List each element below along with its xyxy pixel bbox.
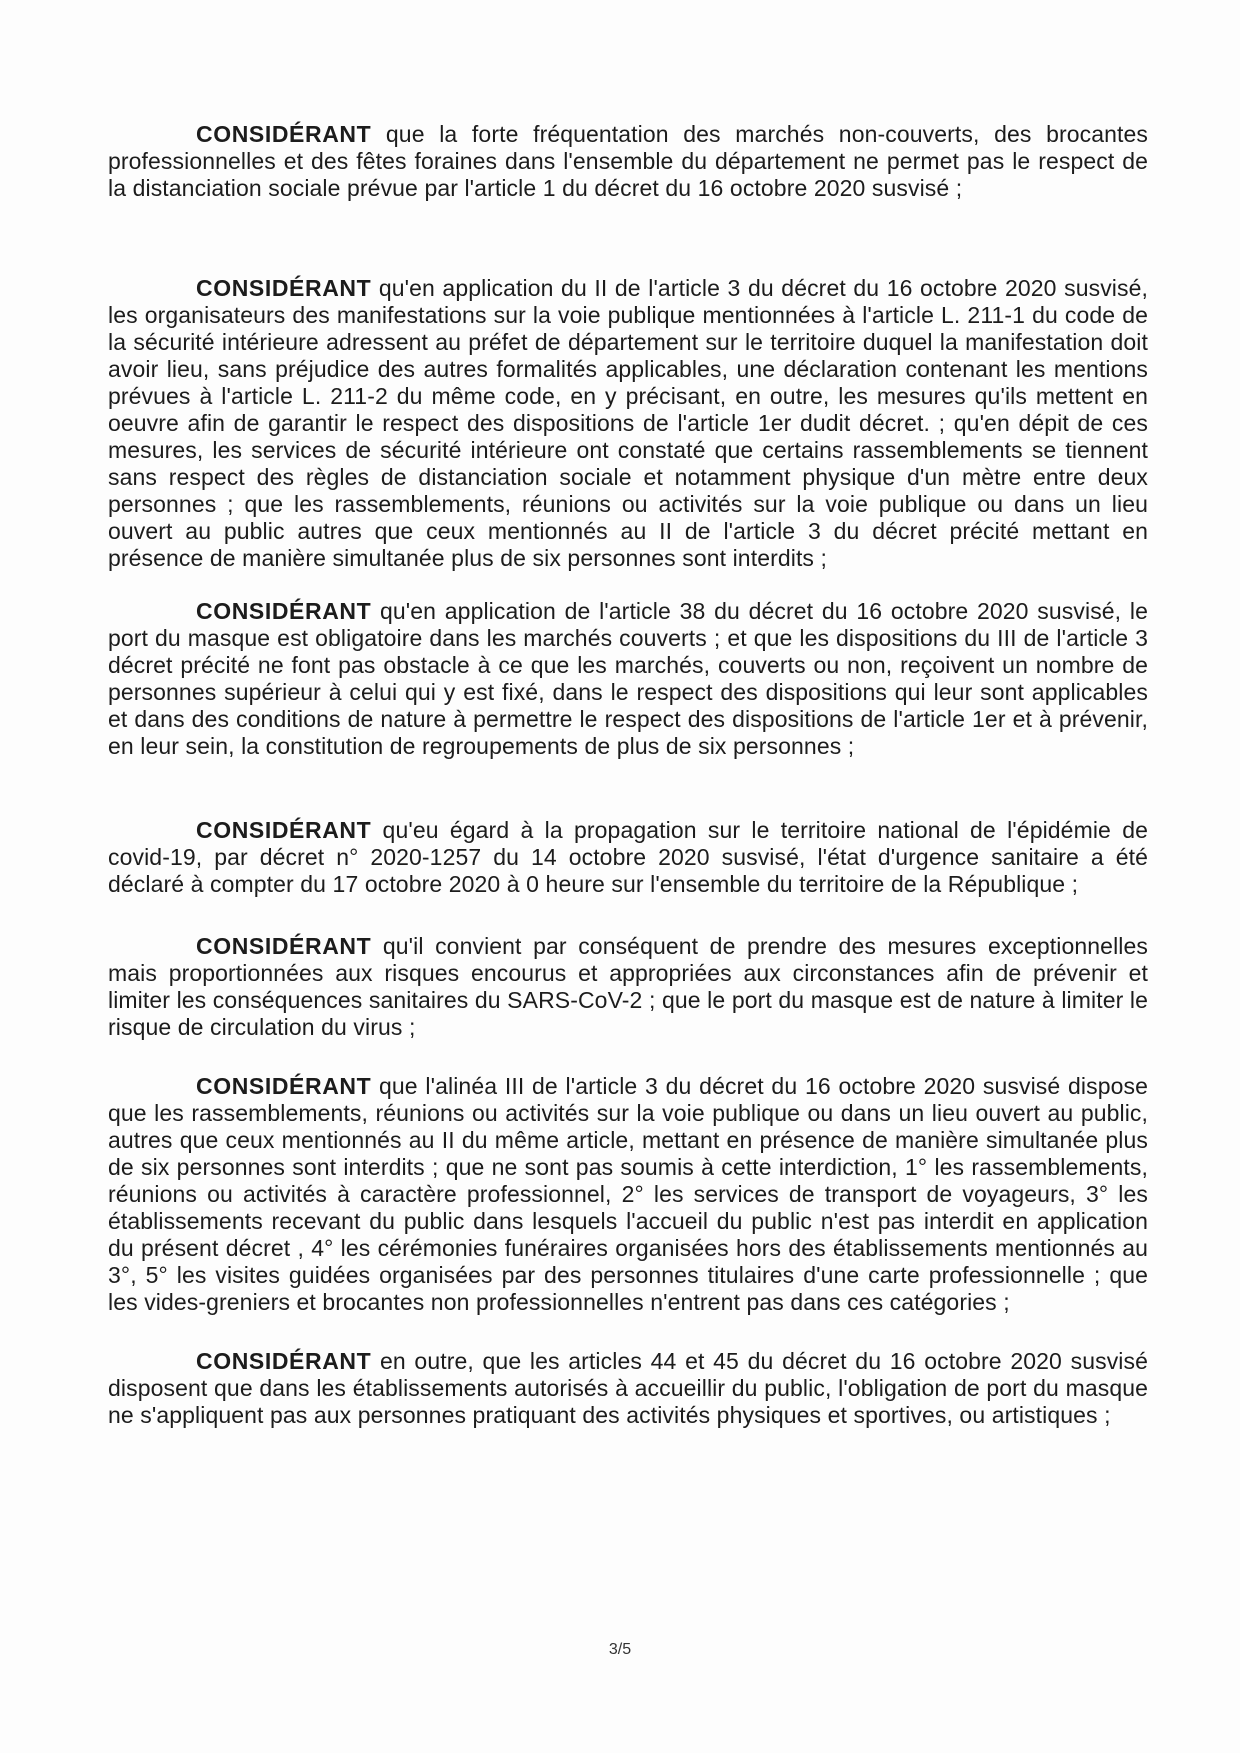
paragraph-text: qu'il convient par conséquent de prendre des mesures exceptionnelles mais proportionnées aux risques encourus et appropriées aux circonstances afin de prévenir et limiter les conséquences sanitaires du SARS-CoV-2 ; que le port du masque est de nature à limiter le risque de circulation du virus ; — [108, 933, 1148, 1040]
considerant-paragraph-7 — [108, 1348, 1148, 1429]
paragraph-text: qu'en application du II de l'article 3 du décret du 16 octobre 2020 susvisé, les organisateurs des manifestations sur la voie publique mentionnées à l'article L. 211-1 du code de la sécurité intérieure adressent au préfet de département sur le territoire duquel la manifestation doit avoir lieu, sans préjudice des autres formalités applicables, une déclaration contenant les mentions prévues à l'article L. 211-2 du même code, en y précisant, en outre, les mesures qu'ils mettent en oeuvre afin de garantir le respect des dispositions de l'article 1er dudit décret. ; qu'en dépit de ces mesures, les services de sécurité intérieure ont constaté que certains rassemblements se tiennent sans respect des règles de distanciation sociale et notamment physique d'un mètre entre deux personnes ; que les rassemblements, réunions ou activités sur la voie publique ou dans un lieu ouvert au public autres que ceux mentionnés au II de l'article 3 du décret précité mettant en présence de manière simultanée plus de six personnes sont interdits ; — [108, 275, 1148, 571]
considerant-paragraph-4 — [108, 817, 1148, 898]
considerant-paragraph-6 — [108, 1073, 1148, 1316]
paragraph-text: en outre, que les articles 44 et 45 du décret du 16 octobre 2020 susvisé disposent que dans les établissements autorisés à accueillir du public, l'obligation de port du masque ne s'appliquent pas aux personnes pratiquant des activités physiques et sportives, ou artistiques ; — [108, 1348, 1148, 1428]
paragraph-lead: CONSIDÉRANT — [196, 817, 372, 843]
paragraph-text: qu'eu égard à la propagation sur le territoire national de l'épidémie de covid-19, par décret n° 2020-1257 du 14 octobre 2020 susvisé, l'état d'urgence sanitaire a été déclaré à compter du 17 octobre 2020 à 0 heure sur l'ensemble du territoire de la République ; — [108, 817, 1148, 897]
considerant-paragraph-2 — [108, 275, 1148, 572]
paragraph-lead: CONSIDÉRANT — [196, 121, 372, 147]
considerant-paragraph-5 — [108, 933, 1148, 1041]
page-number: 3/5 — [608, 1641, 632, 1658]
paragraph-text: qu'en application de l'article 38 du décret du 16 octobre 2020 susvisé, le port du masque est obligatoire dans les marchés couverts ; et que les dispositions du III de l'article 3 décret précité ne font pas obstacle à ce que les marchés, couverts ou non, reçoivent un nombre de personnes supérieur à celui qui y est fixé, dans le respect des dispositions qui leur sont applicables et dans des conditions de nature à permettre le respect des dispositions de l'article 1er et à prévenir, en leur sein, la constitution de regroupements de plus de six personnes ; — [108, 598, 1148, 759]
paragraph-lead: CONSIDÉRANT — [196, 598, 372, 624]
paragraph-text: que la forte fréquentation des marchés non-couverts, des brocantes professionnelles et des fêtes foraines dans l'ensemble du département ne permet pas le respect de la distanciation sociale prévue par l'article 1 du décret du 16 octobre 2020 susvisé ; — [108, 121, 1148, 201]
paragraph-lead: CONSIDÉRANT — [196, 933, 372, 959]
paragraph-lead: CONSIDÉRANT — [196, 1073, 372, 1099]
paragraph-lead: CONSIDÉRANT — [196, 1348, 372, 1374]
considerant-paragraph-3 — [108, 598, 1148, 760]
paragraph-text: que l'alinéa III de l'article 3 du décret du 16 octobre 2020 susvisé dispose que les rassemblements, réunions ou activités sur la voie publique ou dans un lieu ouvert au public, autres que ceux mentionnés au II du même article, mettant en présence de manière simultanée plus de six personnes sont interdits ; que ne sont pas soumis à cette interdiction, 1° les rassemblements, réunions ou activités à caractère professionnel, 2° les services de transport de voyageurs, 3° les établissements recevant du public dans lesquels l'accueil du public n'est pas interdit en application du présent décret , 4° les cérémonies funéraires organisées hors des établissements mentionnés au 3°, 5° les visites guidées organisées par des personnes titulaires d'une carte professionnelle ; que les vides-greniers et brocantes non professionnelles n'entrent pas dans ces catégories ; — [108, 1073, 1148, 1315]
considerant-paragraph-1 — [108, 121, 1148, 202]
paragraph-lead: CONSIDÉRANT — [196, 275, 372, 301]
